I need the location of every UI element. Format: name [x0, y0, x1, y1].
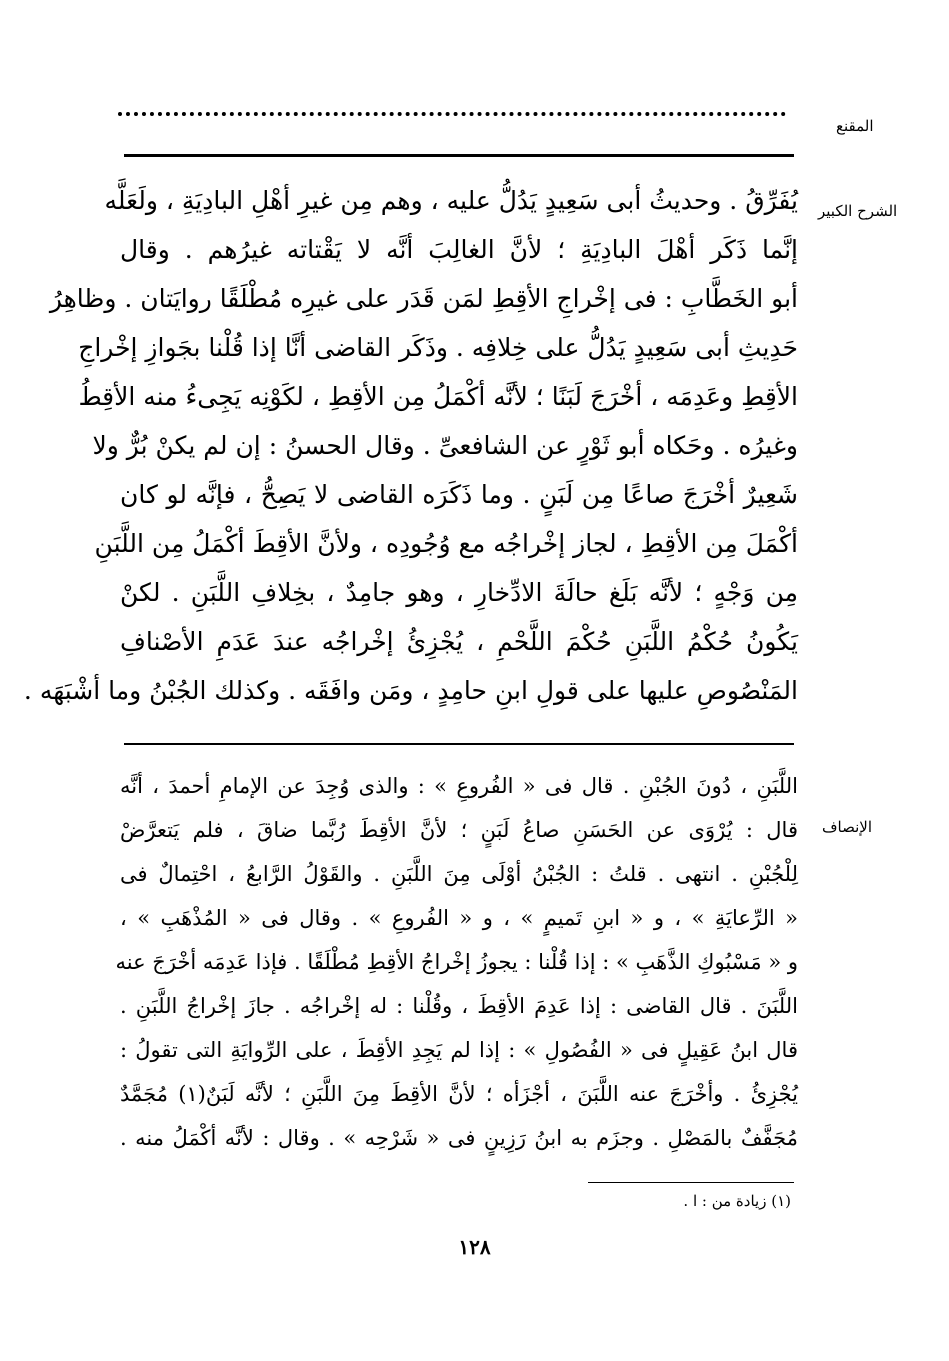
running-title: المقنع: [836, 117, 874, 135]
text-line: و « مَسْبُوكِ الذَّهَبِ » : إذا قُلْنا : يجوزُ إخْراجُ الأقِطِ مُطْلَقًا . فإذا عَدِمَه أخْرَجَ عنه: [115, 950, 798, 974]
text-line: قال ابنُ عَقِيلٍ فى « الفُصُولِ » : إذا لم يَجِدِ الأقِطَ ، على الرِّوايَةِ التى تقولُ :: [120, 1038, 798, 1062]
text-line: أبو الخَطَّابِ : فى إخْراجِ الأقِطِ لمَن قَدَر على غيرِه مُطْلَقًا روايَتان . وظاهِرُ: [49, 284, 798, 313]
section-divider: [124, 743, 794, 745]
text-line: الأقِطِ وعَدِمَه ، أخْرَجَ لَبَنًا ؛ لأنَّه أكْمَلُ مِن الأقِطِ ، لكَوْنِه يَجِىءُ منه الأقِطُ: [78, 382, 798, 411]
text-line: أكْمَلَ مِن الأقِطِ ، لجاز إخْراجُه مع وُجُودِه ، ولأنَّ الأقِطَ أكْمَلُ مِن اللَّبَنِ: [94, 529, 798, 558]
text-line: إنَّما ذَكَر أهْلَ البادِيَةِ ؛ لأنَّ الغالِبَ أنَّه لا يَقْتاته غيرُهم . وقال: [120, 235, 798, 264]
text-line: حَدِيثِ أبى سَعِيدٍ يَدُلُّ على خِلافِه . وذَكَر القاضى أنَّا إذا قُلْنا بجَوازِ إخْراجِ: [78, 333, 798, 362]
text-line: شَعِيرٌ أخْرَجَ صاعًا مِن لَبَنٍ . وما ذَكَرَه القاضى لا يَصِحُّ ، فإنَّه لو كان: [120, 480, 798, 509]
text-line: قال : يُرْوَى عن الحَسَنِ صاعُ لَبَنٍ ؛ لأنَّ الأقِطَ رُبَّما ضاقَ ، فلم يَتعرَّضْ: [120, 818, 798, 842]
text-line: اللَّبَنَ . قال القاضى : إذا عَدِمَ الأقِطَ ، وقُلْنا : له إخْراجُه . جازَ إخْراجُ اللَّبَنِ .: [120, 994, 798, 1018]
text-line: مُجَفَّفٌ بالمَصْلِ . وجزَم به ابنُ رَزِينٍ فى « شَرْحِه » . وقال : لأنَّه أكْمَلُ منه .: [120, 1126, 798, 1150]
footnote-rule: [588, 1182, 794, 1183]
header-dotted-rule: [118, 112, 786, 116]
section-label-sharh: الشرح الكبير: [818, 202, 898, 220]
text-line: وغيرُه . وحَكاه أبو ثَوْرٍ عن الشافعىِّ . وقال الحسنُ : إن لم يكنْ بُرٌّ ولا: [92, 431, 798, 460]
text-line: يُفَرِّقُ . وحديثُ أبى سَعِيدٍ يَدُلُّ عليه ، وهم مِن غيرِ أهْلِ البادِيَةِ ، ولَعَلَّه: [104, 186, 798, 215]
insaf-text-block: [115, 764, 798, 1160]
page-number: ١٢٨: [458, 1235, 491, 1259]
text-line: اللَّبَنِ ، دُونَ الجُبْنِ . قال فى « الفُروعِ » : والذى وُجِدَ عن الإمامِ أحمدَ ، أنَّه: [120, 774, 798, 798]
section-label-insaf: الإنصاف: [822, 818, 873, 836]
text-line: مِن وَجْهٍ ؛ لأنَّه بَلَغ حالَةَ الادِّخارِ ، وهو جامِدٌ ، بخِلافِ اللَّبَنِ . لكنْ: [120, 578, 798, 607]
text-line: « الرِّعايَةِ » ، و « ابنِ تَميمٍ » ، و « الفُروعِ » . وقال فى « المُذْهَبِ » ،: [120, 906, 798, 930]
text-line: المَنْصُوصِ عليها على قولِ ابنِ حامِدٍ ، ومَن وافَقَه . وكذلك الجُبْنُ وما أشْبَهَه .: [23, 676, 798, 705]
footnote: (١) زيادة من : ا .: [683, 1192, 791, 1210]
text-line: يَكُونُ حُكْمُ اللَّبَنِ حُكْمَ اللَّحْمِ ، يُجْزِئُ إخْراجُه عندَ عَدَمِ الأصْنافِ: [120, 627, 798, 656]
header-thick-rule: [124, 154, 794, 157]
text-line: يُجْزِئُ . وأخْرَجَ عنه اللَّبَنَ ، أجْزَأه ؛ لأنَّ الأقِطَ مِنَ اللَّبَنِ ؛ لأنَّه لَبَنٌ(١) مُجَمَّدٌ: [120, 1082, 798, 1106]
text-line: لِلْجُبْنِ . انتهى . قلتُ : الجُبْنُ أوْلَى مِنَ اللَّبَنِ . والقَوْلُ الرَّابعُ ، احْتِمالٌ فى: [120, 862, 798, 886]
sharh-text-block: [23, 176, 798, 715]
